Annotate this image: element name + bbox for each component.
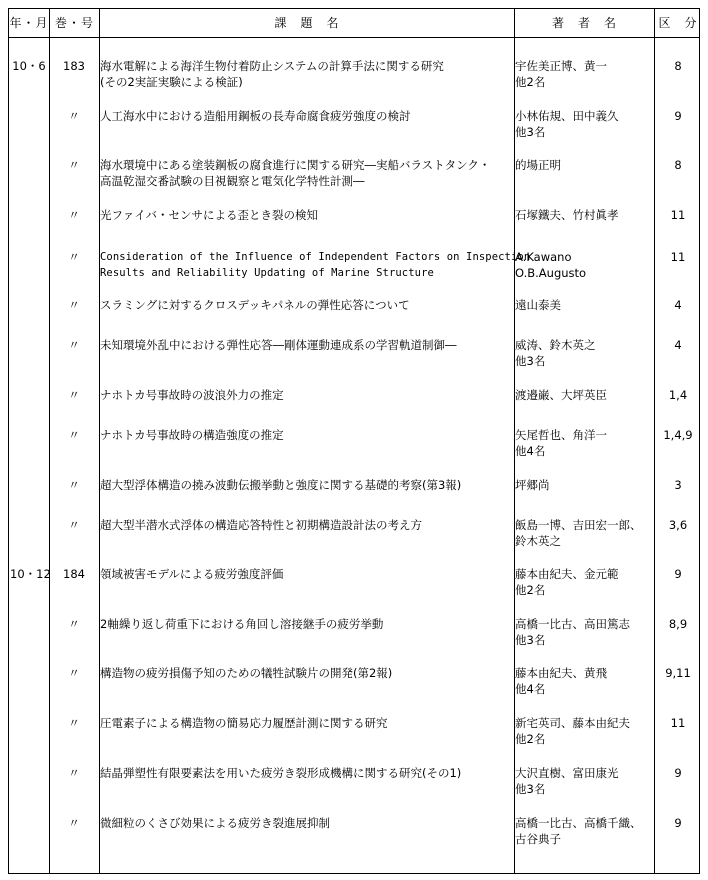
table-header bbox=[9, 9, 699, 38]
authors-cell: 遠山泰美 bbox=[515, 298, 561, 312]
title-cell: 構造物の疲労損傷予知のための犠牲試験片の開発(第2報) bbox=[100, 666, 393, 680]
volume-no-cell: 〃 bbox=[68, 478, 80, 492]
title-cell: ナホトカ号事故時の波浪外力の推定 bbox=[100, 388, 284, 402]
title-cell: 領域被害モデルによる疲労強度評価 bbox=[100, 567, 284, 581]
title-cell: 結晶弾塑性有限要素法を用いた疲労き裂形成機構に関する研究(その1) bbox=[100, 766, 462, 780]
title-cell: 海水電解による海洋生物付着防止システムの計算手法に関する研究 (その2実証実験による検証) bbox=[100, 59, 444, 89]
category-cell: 11 bbox=[670, 250, 686, 264]
authors-cell: 威涛、鈴木英之 他3名 bbox=[515, 338, 596, 368]
category-cell: 9 bbox=[674, 109, 682, 123]
volume-no-cell: 〃 bbox=[68, 158, 80, 172]
category-cell: 9,11 bbox=[665, 666, 691, 680]
year-month-cell: 10・6 bbox=[12, 59, 46, 73]
category-cell: 3 bbox=[674, 478, 682, 492]
title-cell: ナホトカ号事故時の構造強度の推定 bbox=[100, 428, 284, 442]
volume-no-cell: 〃 bbox=[68, 617, 80, 631]
volume-no-cell: 〃 bbox=[68, 338, 80, 352]
authors-cell: 的場正明 bbox=[515, 158, 561, 172]
category-cell: 8 bbox=[674, 158, 682, 172]
header-authors: 著 者 名 bbox=[551, 16, 617, 30]
title-cell: 人工海水中における造船用鋼板の長寿命腐食疲労強度の検討 bbox=[100, 109, 411, 123]
authors-cell: 大沢直樹、富田康光 他3名 bbox=[515, 766, 619, 796]
volume-no-cell: 〃 bbox=[68, 518, 80, 532]
title-cell: 圧電素子による構造物の簡易応力履歴計測に関する研究 bbox=[100, 716, 388, 730]
volume-no-cell: 〃 bbox=[68, 716, 80, 730]
title-cell: 光ファイバ・センサによる歪とき裂の検知 bbox=[100, 208, 319, 222]
publication-table bbox=[8, 8, 700, 874]
authors-cell: 高橋一比古、高田篤志 他3名 bbox=[515, 617, 630, 647]
volume-no-cell: 〃 bbox=[68, 250, 80, 264]
volume-no-cell: 184 bbox=[63, 567, 85, 581]
title-cell: 超大型半潜水式浮体の構造応答特性と初期構造設計法の考え方 bbox=[100, 518, 422, 532]
authors-cell: 新宅英司、藤本由紀夫 他2名 bbox=[515, 716, 630, 746]
title-cell: 海水環境中にある塗装鋼板の腐食進行に関する研究―実船バラストタンク・ 高温乾湿交番試験の目視観察と電気化学特性計測― bbox=[100, 158, 491, 188]
header-volume-no: 巻・号 bbox=[54, 16, 94, 30]
category-cell: 8 bbox=[674, 59, 682, 73]
authors-cell: 小林佑規、田中義久 他3名 bbox=[515, 109, 619, 139]
authors-cell: 坪郷尚 bbox=[515, 478, 550, 492]
title-cell: 2軸繰り返し荷重下における角回し溶接継手の疲労挙動 bbox=[100, 617, 384, 631]
authors-cell: 矢尾哲也、角洋一 他4名 bbox=[515, 428, 607, 458]
volume-no-cell: 〃 bbox=[68, 816, 80, 830]
volume-no-cell: 〃 bbox=[68, 298, 80, 312]
title-cell: 超大型浮体構造の撓み波動伝搬挙動と強度に関する基礎的考察(第3報) bbox=[100, 478, 462, 492]
category-cell: 9 bbox=[674, 766, 682, 780]
header-year-month: 年・月 bbox=[9, 16, 49, 30]
header-category: 区 分 bbox=[658, 16, 698, 30]
volume-no-cell: 〃 bbox=[68, 666, 80, 680]
year-month-cell: 10・12 bbox=[10, 567, 51, 581]
category-cell: 9 bbox=[674, 567, 682, 581]
volume-no-cell: 〃 bbox=[68, 109, 80, 123]
authors-cell: 高橋一比古、高橋千織、 古谷典子 bbox=[515, 816, 642, 846]
category-cell: 11 bbox=[670, 208, 686, 222]
volume-no-cell: 〃 bbox=[68, 766, 80, 780]
category-cell: 9 bbox=[674, 816, 682, 830]
category-cell: 11 bbox=[670, 716, 686, 730]
authors-cell: 飯島一博、吉田宏一郎、 鈴木英之 bbox=[515, 518, 642, 548]
authors-cell: A.Kawano O.B.Augusto bbox=[515, 250, 587, 280]
authors-cell: 藤本由紀夫、金元範 他2名 bbox=[515, 567, 619, 597]
category-cell: 4 bbox=[674, 298, 682, 312]
title-cell: 未知環境外乱中における弾性応答―剛体運動連成系の学習軌道制御― bbox=[100, 338, 457, 352]
volume-no-cell: 〃 bbox=[68, 208, 80, 222]
category-cell: 1,4,9 bbox=[663, 428, 693, 442]
title-cell: Consideration of the Influence of Independent Factors on Inspection Results and Reliability Updating of Marine Structure bbox=[100, 251, 531, 279]
volume-no-cell: 〃 bbox=[68, 428, 80, 442]
category-cell: 4 bbox=[674, 338, 682, 352]
authors-cell: 宇佐美正博、黄一 他2名 bbox=[515, 59, 607, 89]
category-cell: 3,6 bbox=[668, 518, 688, 532]
category-cell: 1,4 bbox=[668, 388, 688, 402]
title-cell: スラミングに対するクロスデッキパネルの弾性応答について bbox=[100, 298, 410, 312]
authors-cell: 藤本由紀夫、黄飛 他4名 bbox=[515, 666, 607, 696]
volume-no-cell: 183 bbox=[63, 59, 85, 73]
authors-cell: 渡邉巌、大坪英臣 bbox=[515, 388, 607, 402]
header-title: 課 題 名 bbox=[274, 16, 340, 30]
category-cell: 8,9 bbox=[668, 617, 688, 631]
volume-no-cell: 〃 bbox=[68, 388, 80, 402]
title-cell: 微細粒のくさび効果による疲労き裂進展抑制 bbox=[100, 816, 330, 830]
authors-cell: 石塚鐵夫、竹村眞孝 bbox=[515, 208, 619, 222]
